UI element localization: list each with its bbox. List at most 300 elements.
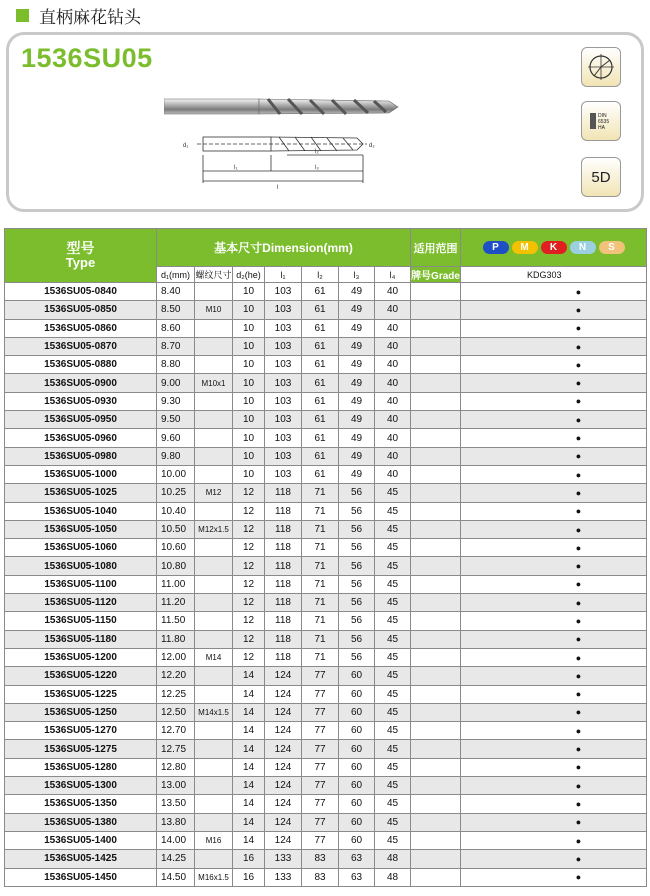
apply-cell [411,594,461,612]
apply-cell [411,685,461,703]
table-row [5,520,647,538]
l1-cell: 118 [265,539,302,557]
d2-cell: 12 [233,484,265,502]
l4-cell: 45 [375,648,411,666]
grade-availability-dot: ● [461,575,647,593]
l2-cell: 77 [302,703,339,721]
d1-cell: 8.80 [157,356,195,374]
d1-cell: 12.50 [157,703,195,721]
type-cell: 1536SU05-1080 [5,557,157,575]
l4-cell: 45 [375,740,411,758]
l2-cell: 77 [302,758,339,776]
l3-cell: 60 [339,740,375,758]
l1-cell: 124 [265,703,302,721]
d1-cell: 8.40 [157,283,195,301]
l4-cell: 40 [375,283,411,301]
thread-cell [195,612,233,630]
l1-cell: 103 [265,301,302,319]
type-cell: 1536SU05-1150 [5,612,157,630]
dim-l-label: l [277,185,279,191]
d1-cell: 8.70 [157,337,195,355]
l1-cell: 124 [265,777,302,795]
din-standard-icon [581,101,621,141]
column-header-dimension: 基本尺寸Dimension(mm) [157,229,411,267]
thread-cell [195,777,233,795]
type-cell: 1536SU05-0950 [5,411,157,429]
d1-cell: 10.60 [157,539,195,557]
d2-cell: 14 [233,722,265,740]
thread-cell [195,575,233,593]
table-row [5,831,647,849]
apply-cell [411,795,461,813]
d2-cell: 10 [233,374,265,392]
l4-cell: 45 [375,557,411,575]
grade-label: 牌号Grade [411,267,461,283]
l3-cell: 49 [339,301,375,319]
thread-cell [195,411,233,429]
thread-cell: M14 [195,648,233,666]
grade-availability-dot: ● [461,301,647,319]
table-row [5,758,647,776]
d2-cell: 14 [233,795,265,813]
sub-header-3: l₁ [265,267,302,283]
grade-availability-dot: ● [461,520,647,538]
l4-cell: 45 [375,813,411,831]
thread-cell [195,630,233,648]
grade-availability-dot: ● [461,465,647,483]
thread-cell [195,685,233,703]
d1-cell: 9.50 [157,411,195,429]
l1-cell: 124 [265,758,302,776]
spec-table [4,228,647,887]
l2-cell: 77 [302,777,339,795]
l4-cell: 40 [375,301,411,319]
l4-cell: 45 [375,484,411,502]
apply-cell [411,283,461,301]
type-cell: 1536SU05-1425 [5,850,157,868]
model-heading: 1536SU05 [21,43,153,73]
type-cell: 1536SU05-1380 [5,813,157,831]
apply-cell [411,648,461,666]
product-card [6,32,644,212]
l1-cell: 124 [265,740,302,758]
l2-cell: 71 [302,557,339,575]
d2-cell: 10 [233,283,265,301]
type-cell: 1536SU05-1050 [5,520,157,538]
grade-availability-dot: ● [461,868,647,886]
thread-cell: M10 [195,301,233,319]
title-bar [16,4,141,26]
d2-cell: 14 [233,813,265,831]
thread-cell: M10x1 [195,374,233,392]
l1-cell: 124 [265,685,302,703]
drill-drawing [177,131,377,191]
d2-cell: 16 [233,850,265,868]
d2-cell: 10 [233,301,265,319]
l2-cell: 71 [302,575,339,593]
d2-cell: 12 [233,612,265,630]
thread-cell [195,740,233,758]
l4-cell: 45 [375,575,411,593]
l2-cell: 77 [302,813,339,831]
l3-cell: 60 [339,667,375,685]
thread-cell: M12 [195,484,233,502]
thread-cell [195,502,233,520]
table-row [5,685,647,703]
l4-cell: 40 [375,337,411,355]
grade-name: KDG303 [461,267,647,283]
table-row [5,411,647,429]
l1-cell: 124 [265,795,302,813]
d1-cell: 14.00 [157,831,195,849]
l2-cell: 77 [302,740,339,758]
d1-cell: 8.50 [157,301,195,319]
l3-cell: 63 [339,868,375,886]
thread-cell [195,356,233,374]
grade-availability-dot: ● [461,777,647,795]
l2-cell: 61 [302,301,339,319]
apply-cell [411,447,461,465]
grade-availability-dot: ● [461,813,647,831]
grade-availability-dot: ● [461,648,647,666]
apply-cell [411,484,461,502]
l3-cell: 56 [339,612,375,630]
grade-availability-dot: ● [461,740,647,758]
l2-cell: 61 [302,356,339,374]
thread-cell [195,850,233,868]
d1-cell: 10.00 [157,465,195,483]
d1-cell: 13.00 [157,777,195,795]
l3-cell: 60 [339,795,375,813]
l2-cell: 77 [302,795,339,813]
l2-cell: 77 [302,831,339,849]
l3-cell: 49 [339,429,375,447]
l2-cell: 77 [302,667,339,685]
table-row [5,850,647,868]
table-row [5,374,647,392]
d2-cell: 12 [233,502,265,520]
apply-cell [411,301,461,319]
type-cell: 1536SU05-1275 [5,740,157,758]
l3-cell: 49 [339,374,375,392]
apply-cell [411,575,461,593]
l3-cell: 49 [339,319,375,337]
d2-cell: 10 [233,429,265,447]
table-row [5,356,647,374]
table-row [5,465,647,483]
l1-cell: 133 [265,868,302,886]
point-angle-icon [581,47,621,87]
apply-cell [411,722,461,740]
d1-cell: 10.40 [157,502,195,520]
type-cell: 1536SU05-1180 [5,630,157,648]
table-body [5,283,647,887]
thread-cell [195,319,233,337]
dim-l3-label: l₃ [315,165,319,171]
d1-cell: 8.60 [157,319,195,337]
l3-cell: 60 [339,758,375,776]
l4-cell: 48 [375,850,411,868]
table-row [5,594,647,612]
d2-cell: 12 [233,630,265,648]
grade-availability-dot: ● [461,502,647,520]
d2-cell: 14 [233,758,265,776]
l4-cell: 45 [375,502,411,520]
thread-cell [195,813,233,831]
apply-cell [411,520,461,538]
l3-cell: 60 [339,722,375,740]
d1-cell: 9.30 [157,392,195,410]
l1-cell: 103 [265,429,302,447]
type-cell: 1536SU05-0870 [5,337,157,355]
l1-cell: 103 [265,374,302,392]
thread-cell: M16 [195,831,233,849]
thread-cell [195,283,233,301]
l4-cell: 40 [375,465,411,483]
grade-availability-dot: ● [461,795,647,813]
l2-cell: 77 [302,685,339,703]
header-type-cn: 型号 [66,240,95,256]
l3-cell: 56 [339,575,375,593]
header-type-en: Type [65,255,96,270]
apply-cell [411,392,461,410]
l3-cell: 60 [339,703,375,721]
l4-cell: 40 [375,411,411,429]
thread-cell [195,795,233,813]
l4-cell: 45 [375,667,411,685]
apply-cell [411,539,461,557]
l3-cell: 49 [339,337,375,355]
sub-header-0: d₁(mm) [157,267,195,283]
svg-text:DIN: DIN [598,113,607,119]
l4-cell: 45 [375,630,411,648]
l2-cell: 61 [302,319,339,337]
l2-cell: 83 [302,850,339,868]
d1-cell: 12.70 [157,722,195,740]
table-row [5,740,647,758]
type-cell: 1536SU05-0850 [5,301,157,319]
l2-cell: 61 [302,374,339,392]
grade-availability-dot: ● [461,447,647,465]
svg-text:HA: HA [598,125,605,131]
sub-header-1: 螺纹尺寸 [195,267,233,283]
thread-cell [195,539,233,557]
l4-cell: 40 [375,447,411,465]
thread-cell: M12x1.5 [195,520,233,538]
l1-cell: 103 [265,319,302,337]
dim-l2-label: l₂ [315,149,319,155]
d2-cell: 14 [233,703,265,721]
sub-header-5: l₃ [339,267,375,283]
l3-cell: 49 [339,447,375,465]
l3-cell: 49 [339,356,375,374]
table-row [5,539,647,557]
l4-cell: 45 [375,685,411,703]
apply-cell [411,630,461,648]
l1-cell: 118 [265,594,302,612]
grade-availability-dot: ● [461,630,647,648]
d2-cell: 16 [233,868,265,886]
table-row [5,648,647,666]
material-group-header [461,229,647,267]
type-cell: 1536SU05-0860 [5,319,157,337]
type-cell: 1536SU05-1250 [5,703,157,721]
type-cell: 1536SU05-1060 [5,539,157,557]
d2-cell: 14 [233,740,265,758]
l4-cell: 45 [375,703,411,721]
l3-cell: 49 [339,465,375,483]
page-title: 直柄麻花钻头 [39,7,141,28]
table-row [5,337,647,355]
type-cell: 1536SU05-1100 [5,575,157,593]
l1-cell: 118 [265,648,302,666]
l2-cell: 71 [302,594,339,612]
l2-cell: 61 [302,411,339,429]
l4-cell: 48 [375,868,411,886]
grade-availability-dot: ● [461,337,647,355]
l2-cell: 61 [302,447,339,465]
dim-d2-label: d₂ [369,143,375,149]
material-badge-m: M [512,241,538,254]
apply-cell [411,411,461,429]
column-header-type [5,229,157,283]
table-row [5,703,647,721]
type-cell: 1536SU05-1040 [5,502,157,520]
table-row [5,667,647,685]
l1-cell: 118 [265,612,302,630]
l1-cell: 118 [265,520,302,538]
column-header-apply: 适用范围 [411,229,461,267]
l2-cell: 71 [302,520,339,538]
d1-cell: 9.80 [157,447,195,465]
l1-cell: 103 [265,356,302,374]
l3-cell: 56 [339,539,375,557]
l2-cell: 71 [302,630,339,648]
grade-availability-dot: ● [461,484,647,502]
l2-cell: 61 [302,465,339,483]
l3-cell: 63 [339,850,375,868]
d2-cell: 12 [233,539,265,557]
type-cell: 1536SU05-1270 [5,722,157,740]
l4-cell: 40 [375,356,411,374]
d1-cell: 13.50 [157,795,195,813]
l4-cell: 40 [375,429,411,447]
l3-cell: 49 [339,283,375,301]
l4-cell: 40 [375,374,411,392]
l4-cell: 45 [375,831,411,849]
table-row [5,630,647,648]
l4-cell: 40 [375,319,411,337]
material-badges [461,241,646,254]
apply-cell [411,850,461,868]
d2-cell: 10 [233,319,265,337]
thread-cell [195,557,233,575]
grade-availability-dot: ● [461,758,647,776]
apply-cell [411,465,461,483]
grade-availability-dot: ● [461,667,647,685]
l3-cell: 56 [339,520,375,538]
table-row [5,484,647,502]
apply-cell [411,703,461,721]
apply-cell [411,337,461,355]
thread-cell [195,722,233,740]
grade-availability-dot: ● [461,722,647,740]
grade-availability-dot: ● [461,831,647,849]
grade-availability-dot: ● [461,392,647,410]
l2-cell: 77 [302,722,339,740]
d2-cell: 10 [233,447,265,465]
d2-cell: 10 [233,356,265,374]
d2-cell: 10 [233,392,265,410]
type-cell: 1536SU05-1400 [5,831,157,849]
sub-header-2: d₂(he) [233,267,265,283]
table-row [5,868,647,886]
d1-cell: 11.00 [157,575,195,593]
type-cell: 1536SU05-0900 [5,374,157,392]
table-row [5,319,647,337]
l2-cell: 83 [302,868,339,886]
d1-cell: 12.00 [157,648,195,666]
l4-cell: 45 [375,539,411,557]
apply-cell [411,758,461,776]
l4-cell: 45 [375,520,411,538]
thread-cell [195,392,233,410]
apply-cell [411,557,461,575]
d1-cell: 12.75 [157,740,195,758]
type-cell: 1536SU05-0930 [5,392,157,410]
grade-availability-dot: ● [461,850,647,868]
l1-cell: 118 [265,575,302,593]
grade-availability-dot: ● [461,539,647,557]
grade-availability-dot: ● [461,557,647,575]
l1-cell: 118 [265,557,302,575]
apply-cell [411,319,461,337]
l1-cell: 118 [265,502,302,520]
l1-cell: 103 [265,465,302,483]
l3-cell: 49 [339,392,375,410]
table-row [5,612,647,630]
l3-cell: 60 [339,831,375,849]
l1-cell: 103 [265,411,302,429]
d2-cell: 14 [233,777,265,795]
thread-cell [195,465,233,483]
table-row [5,575,647,593]
thread-cell [195,337,233,355]
title-marker [16,9,29,22]
grade-availability-dot: ● [461,374,647,392]
type-cell: 1536SU05-0840 [5,283,157,301]
l2-cell: 61 [302,392,339,410]
type-cell: 1536SU05-1225 [5,685,157,703]
l3-cell: 56 [339,648,375,666]
material-badge-p: P [483,241,509,254]
thread-cell: M14x1.5 [195,703,233,721]
l2-cell: 71 [302,502,339,520]
table-row [5,557,647,575]
l4-cell: 45 [375,758,411,776]
thread-cell [195,594,233,612]
d1-cell: 9.60 [157,429,195,447]
grade-availability-dot: ● [461,685,647,703]
d2-cell: 14 [233,667,265,685]
table-row [5,722,647,740]
d2-cell: 10 [233,411,265,429]
d2-cell: 12 [233,557,265,575]
l2-cell: 61 [302,429,339,447]
d2-cell: 12 [233,575,265,593]
l2-cell: 71 [302,484,339,502]
apply-cell [411,777,461,795]
